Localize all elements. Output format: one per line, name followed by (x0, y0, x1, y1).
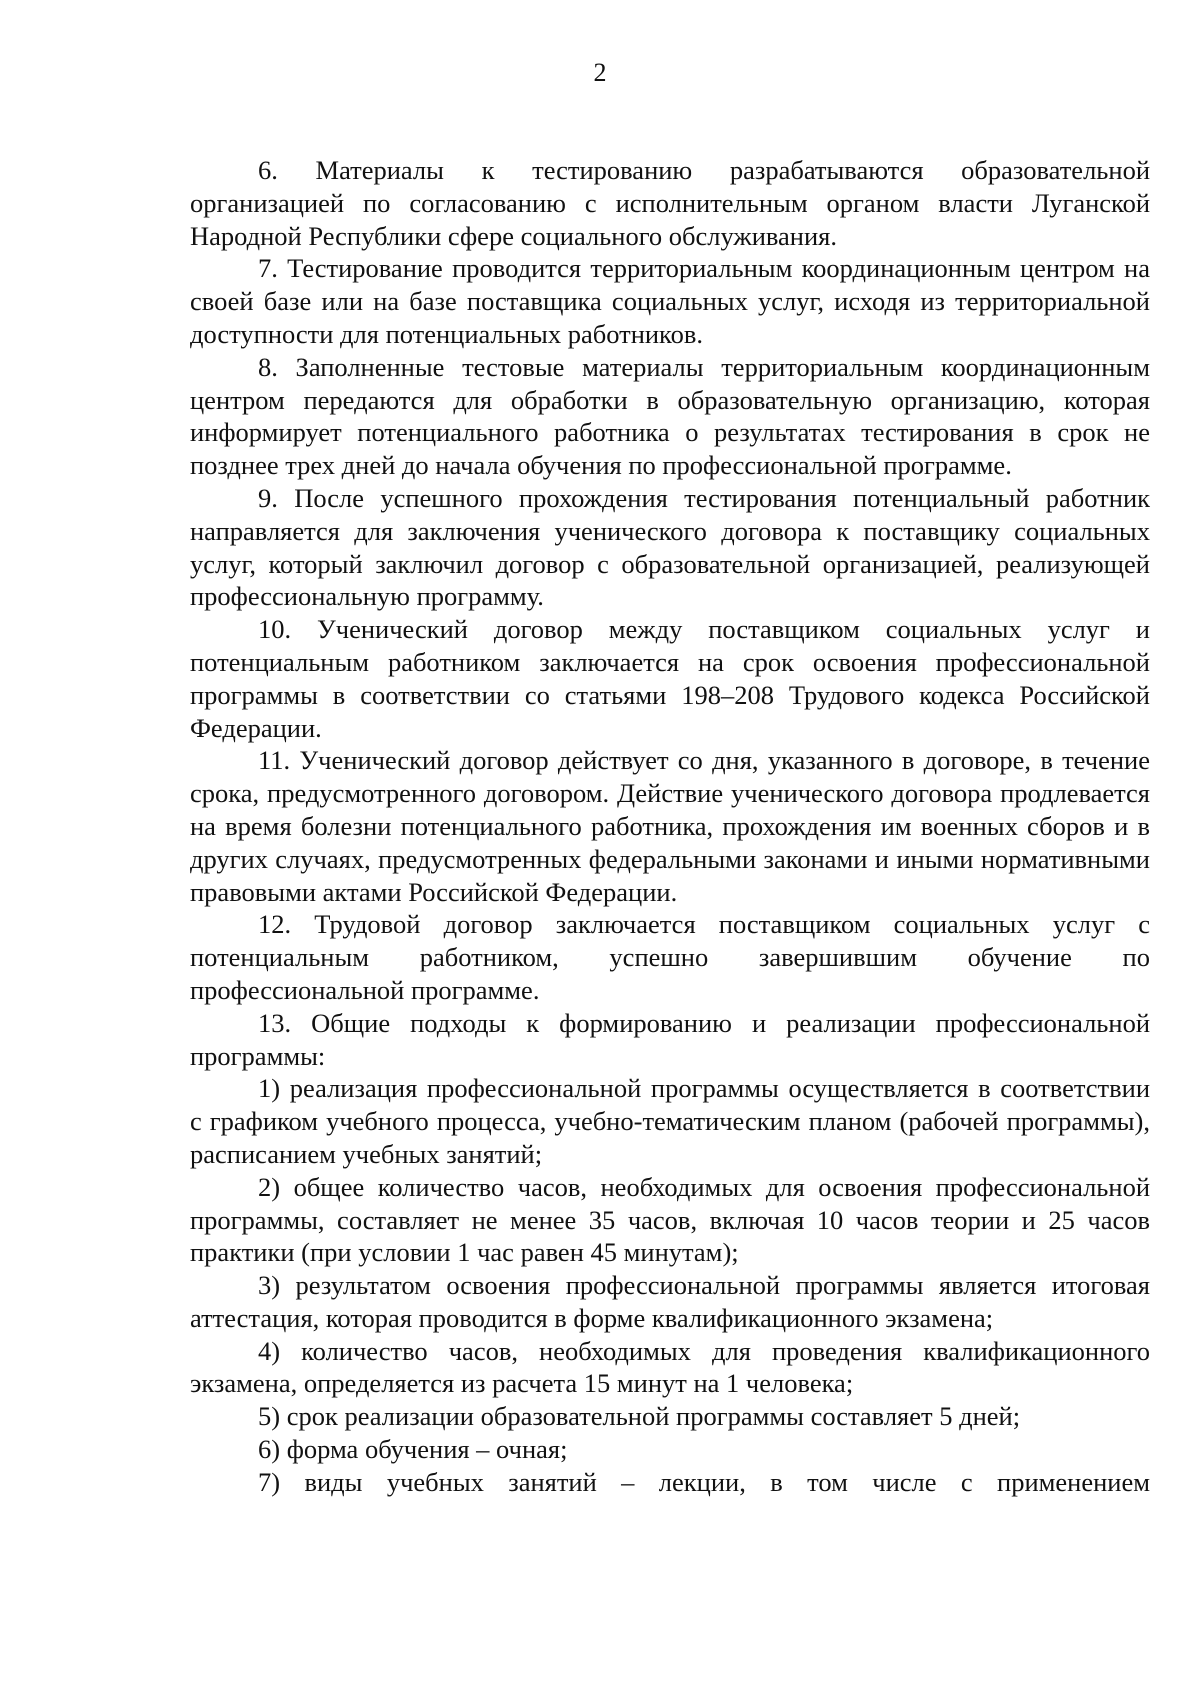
subitem-3: 3) результатом освоения профессиональной программы является итоговая аттестация, которая проводится в форме квалификационного экзамена; (190, 1270, 1150, 1333)
subitem-1: 1) реализация профессиональной программы осуществляется в соответствии с графиком учебного процесса, учебно-тематическим планом (рабочей программы), расписанием учебных занятий; (190, 1073, 1150, 1169)
paragraph-item-13: 13. Общие подходы к формированию и реализации профессиональной программы: (190, 1007, 1150, 1071)
paragraph-item-7: 7. Тестирование проводится территориальным координационным центром на своей базе или на базе поставщика социальных услуг, исходя из территориальной доступности для потенциальных работников. (190, 253, 1150, 349)
document-body (190, 154, 1150, 1499)
paragraph-item-11: 11. Ученический договор действует со дня, указанного в договоре, в течение срока, предусмотренного договором. Действие ученического договора продлевается на время болезни потенциального работника, прохождения им военных сборов и в других случаях, предусмотренных федеральными законами и иными нормативными правовыми актами Российской Федерации. (190, 745, 1150, 907)
paragraph-item-6: 6. Материалы к тестированию разрабатываются образовательной организацией по согласованию с исполнительным органом власти Луганской Народной Республики сфере социального обслуживания. (190, 155, 1150, 251)
page-number: 2 (593, 58, 607, 87)
paragraph-item-8: 8. Заполненные тестовые материалы территориальным координационным центром передаются для обработки в образовательную организацию, которая информирует потенциального работника о результатах тестирования в срок не позднее трех дней до начала обучения по профессиональной программе. (190, 351, 1150, 481)
subitem-2: 2) общее количество часов, необходимых для освоения профессиональной программы, составляет не менее 35 часов, включая 10 часов теории и 25 часов практики (при условии 1 час равен 45 минутам); (190, 1171, 1150, 1268)
subitem-5: 5) срок реализации образовательной программы составляет 5 дней; (258, 1401, 1021, 1432)
subitem-6: 6) форма обучения – очная; (258, 1434, 568, 1465)
paragraph-item-12: 12. Трудовой договор заключается поставщиком социальных услуг с потенциальным работником, успешно завершившим обучение по профессиональной программе. (190, 909, 1150, 1005)
subitem-4: 4) количество часов, необходимых для проведения квалификационного экзамена, определяется из расчета 15 минут на 1 человека; (190, 1335, 1150, 1399)
paragraph-item-9: 9. После успешного прохождения тестирования потенциальный работник направляется для заключения ученического договора к поставщику социальных услуг, который заключил договор с образовательной организацией, реализующей профессиональную программу. (190, 482, 1150, 612)
subitem-7: 7) виды учебных занятий – лекции, в том числе с применением (258, 1466, 1150, 1497)
paragraph-item-10: 10. Ученический договор между поставщиком социальных услуг и потенциальным работником заключается на срок освоения профессиональной программы в соответствии со статьями 198–208 Трудового кодекса Российской Федерации. (190, 614, 1150, 743)
